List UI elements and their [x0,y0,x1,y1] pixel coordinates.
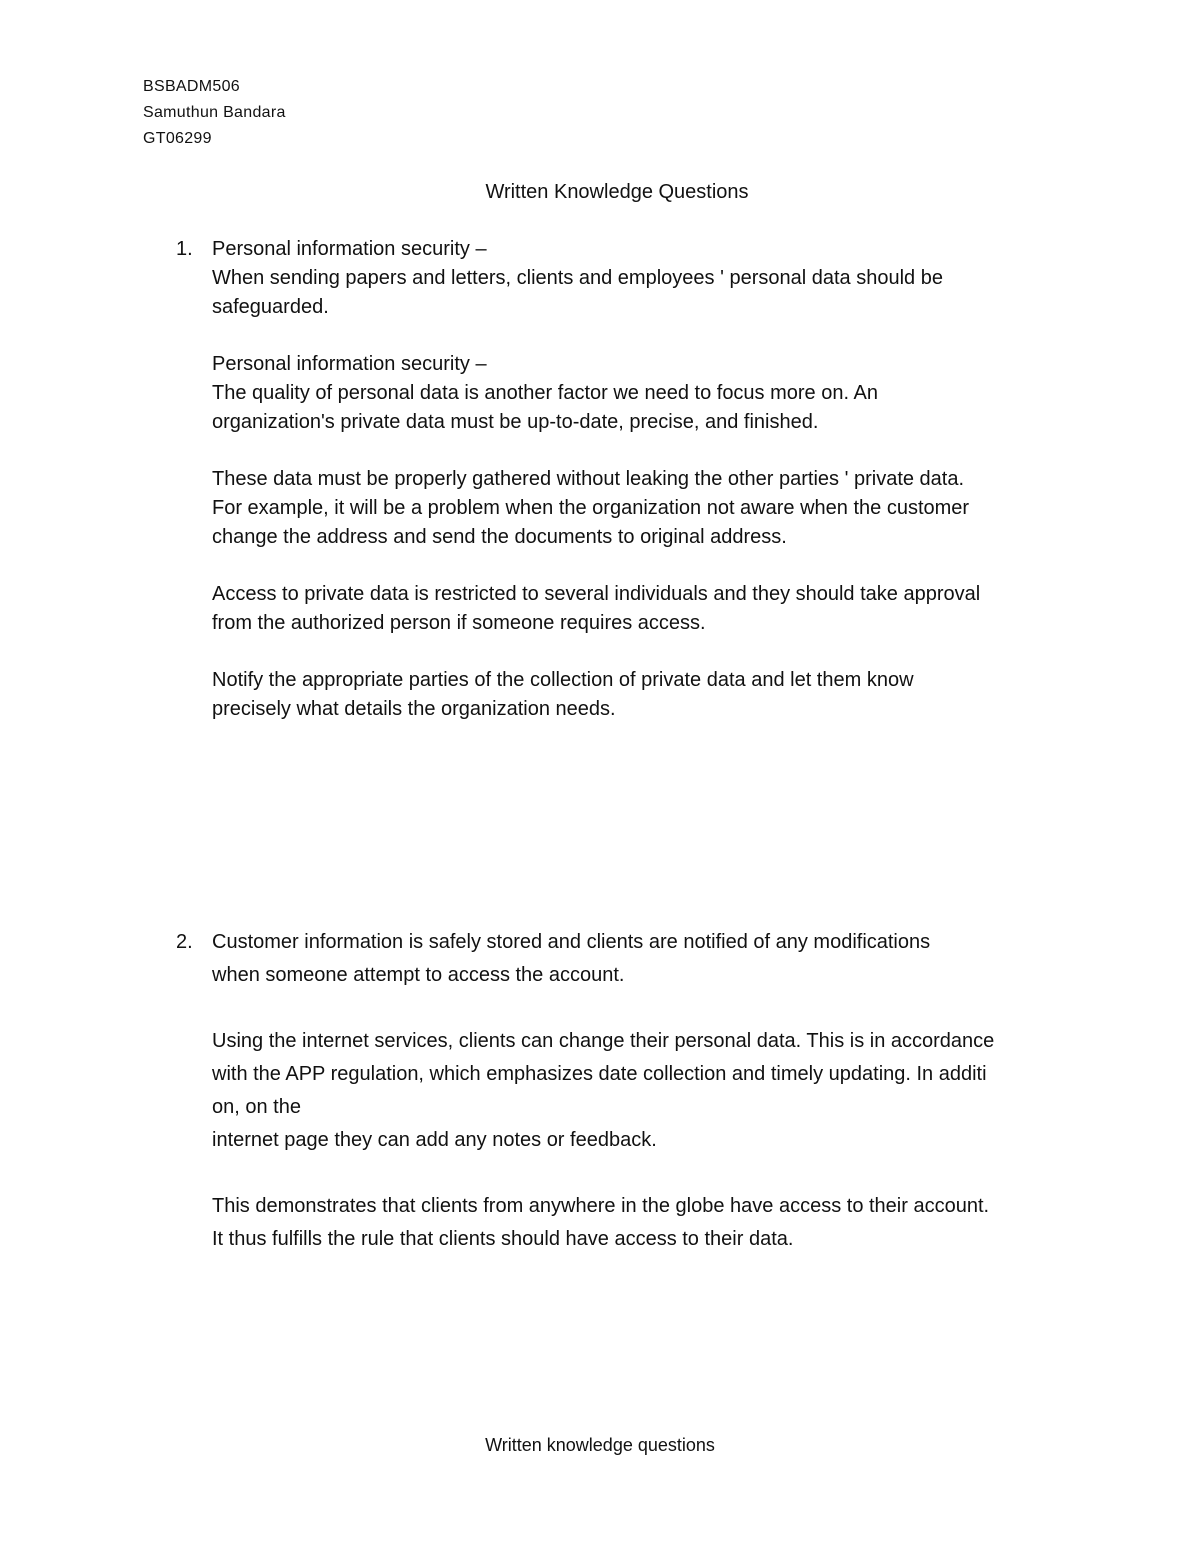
q1-paragraph-1 [212,235,1092,322]
text-line: Personal information security – [212,353,487,375]
q2-paragraph-3 [212,1190,1092,1256]
student-name: Samuthun Bandara [143,104,286,121]
text-line: change the address and send the documents to original address. [212,526,787,548]
q1-paragraph-2 [212,350,1092,437]
text-line: These data must be properly gathered without leaking the other parties ' private data. [212,468,965,490]
question-2-number: 2. [176,931,193,953]
text-line: when someone attempt to access the account. [212,964,625,986]
text-line: When sending papers and letters, clients and employees ' personal data should be [212,267,943,289]
question-2-body [212,926,1092,1289]
q1-paragraph-5 [212,666,1092,724]
text-line: Customer information is safely stored and clients are notified of any modifications [212,931,931,953]
text-line: The quality of personal data is another factor we need to focus more on. An [212,382,878,404]
text-line: Personal information security – [212,238,487,260]
text-line: This demonstrates that clients from anywhere in the globe have access to their account. [212,1195,990,1217]
question-1-body [212,235,1092,752]
text-line: Notify the appropriate parties of the collection of private data and let them know [212,669,914,691]
q2-paragraph-2 [212,1025,1092,1157]
q1-paragraph-4 [212,580,1092,638]
text-line: It thus fulfills the rule that clients should have access to their data. [212,1228,794,1250]
text-line: on, on the [212,1096,301,1118]
text-line: Access to private data is restricted to several individuals and they should take approval [212,583,981,605]
text-line: organization's private data must be up-to-date, precise, and finished. [212,411,819,433]
text-line: internet page they can add any notes or feedback. [212,1129,657,1151]
student-id: GT06299 [143,130,212,147]
text-line: from the authorized person if someone requires access. [212,612,706,634]
document-header [143,74,286,152]
text-line: with the APP regulation, which emphasizes date collection and timely updating. In additi [212,1063,987,1085]
question-1-number: 1. [176,238,193,260]
text-line: For example, it will be a problem when the organization not aware when the customer [212,497,970,519]
q1-paragraph-3 [212,465,1092,552]
course-code: BSBADM506 [143,78,240,95]
text-line: precisely what details the organization needs. [212,698,616,720]
q2-paragraph-1 [212,926,1092,992]
text-line: safeguarded. [212,296,329,318]
page-footer: Written knowledge questions [485,1435,715,1455]
document-title: Written Knowledge Questions [485,181,749,203]
text-line: Using the internet services, clients can change their personal data. This is in accordance [212,1030,995,1052]
